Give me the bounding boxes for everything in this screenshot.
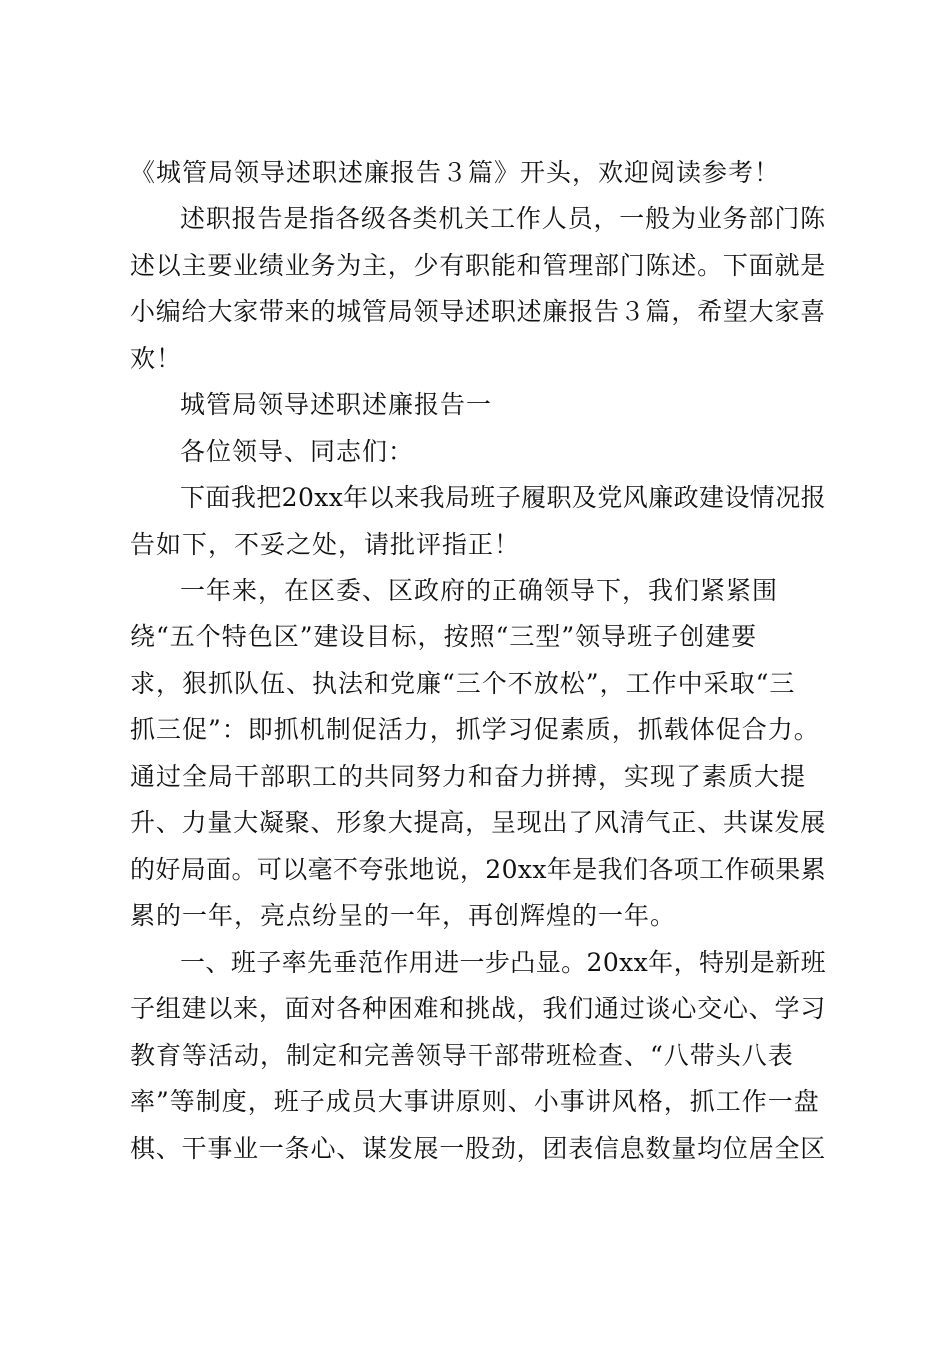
paragraph-line: 述以主要业绩业务为主，少有职能和管理部门陈述。下面就是: [130, 251, 827, 280]
paragraph-line: 教育等活动，制定和完善领导干部带班检查、“八带头八表: [130, 1041, 794, 1070]
paragraph-line: 累的一年，亮点纷呈的一年，再创辉煌的一年。: [130, 901, 677, 930]
intro-line: 《城管局领导述职述廉报告３篇》开头，欢迎阅读参考！: [130, 158, 781, 187]
paragraph-line: 一、班子率先垂范作用进一步凸显。20xx年，特别是新班: [180, 948, 827, 977]
paragraph-line: 一年来，在区委、区政府的正确领导下，我们紧紧围: [180, 576, 779, 605]
paragraph-line: 小编给大家带来的城管局领导述职述廉报告３篇，希望大家喜: [130, 297, 827, 326]
paragraph-line: 棋、干事业一条心、谋发展一股劲，团表信息数量均位居全区: [130, 1134, 827, 1163]
paragraph-line: 求，狠抓队伍、执法和党廉“三个不放松”，工作中采取“三: [130, 669, 796, 698]
salutation: 各位领导、同志们：: [180, 437, 415, 466]
paragraph-line: 下面我把20xx年以来我局班子履职及党风廉政建设情况报: [180, 483, 827, 512]
paragraph-line: 绕“五个特色区”建设目标，按照“三型”领导班子创建要: [130, 622, 758, 651]
paragraph-line: 子组建以来，面对各种困难和挑战，我们通过谈心交心、学习: [130, 994, 827, 1023]
paragraph-line: 抓三促”：即抓机制促活力，抓学习促素质，抓载体促合力。: [130, 715, 820, 744]
section-title: 城管局领导述职述廉报告一: [180, 390, 493, 419]
paragraph-line: 率”等制度，班子成员大事讲原则、小事讲风格，抓工作一盘: [130, 1087, 820, 1116]
paragraph-line: 通过全局干部职工的共同努力和奋力拼搏，实现了素质大提: [130, 762, 807, 791]
paragraph-line: 欢！: [130, 344, 183, 373]
paragraph-line: 告如下，不妥之处，请批评指正！: [130, 530, 521, 559]
paragraph-line: 升、力量大凝聚、形象大提高，呈现出了风清气正、共谋发展: [130, 808, 827, 837]
paragraph-line: 述职报告是指各级各类机关工作人员，一般为业务部门陈: [180, 204, 827, 233]
paragraph-line: 的好局面。可以毫不夸张地说，20xx年是我们各项工作硕果累: [130, 855, 827, 884]
